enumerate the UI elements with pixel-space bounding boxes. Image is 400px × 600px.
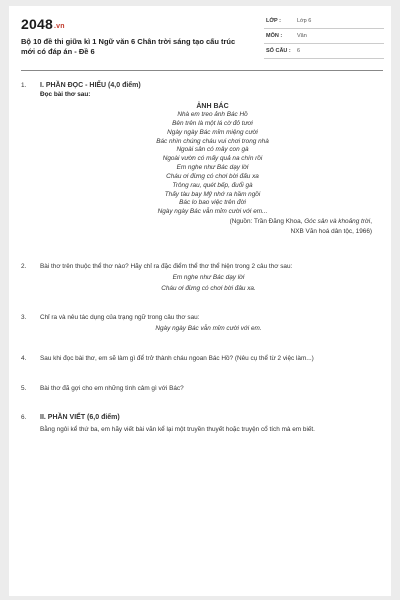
poem-title: ẢNH BÁC bbox=[196, 103, 229, 110]
question-number: 5. bbox=[21, 385, 27, 392]
document-title: Bộ 10 đề thi giữa kì 1 Ngữ văn 6 Chân trời sáng tạo cấu trúc mới có đáp án - Đề 6 bbox=[21, 37, 236, 56]
meta-value: Lớp 6 bbox=[297, 18, 312, 24]
verse-line: Em nghe như Bác dạy lời bbox=[172, 274, 245, 281]
document-page bbox=[9, 6, 391, 596]
source-book: Góc sân và khoảng trời bbox=[304, 218, 371, 226]
document-header bbox=[21, 14, 383, 66]
logo-text: 2048 bbox=[21, 16, 53, 32]
question-number: 1. bbox=[21, 82, 27, 89]
meta-key: LỚP : bbox=[266, 18, 281, 24]
question-1 bbox=[21, 81, 377, 237]
quoted-verse bbox=[40, 323, 377, 334]
quoted-verse bbox=[40, 272, 377, 294]
meta-value: Văn bbox=[297, 33, 307, 39]
poem-line: Cháu ơi đừng có chơi bời đấu xa bbox=[166, 172, 259, 180]
poem-line: Ngoài vườn có mấy quả na chín rồi bbox=[162, 155, 263, 163]
section-heading-writing: II. PHẦN VIẾT (6,0 điểm) bbox=[40, 414, 120, 421]
section-heading-reading: I. PHẦN ĐỌC - HIỂU (4,0 điểm) bbox=[40, 82, 141, 89]
poem-line: Ngày ngày Bác vẫn mỉm cười với em... bbox=[157, 208, 268, 216]
question-4 bbox=[21, 354, 377, 363]
poem-line: Ngày ngày Bác mỉm miệng cười bbox=[167, 128, 258, 136]
poem-line: Bác nhìn chúng cháu vui chơi trong nhà bbox=[156, 137, 269, 145]
meta-key: MÔN : bbox=[266, 33, 283, 39]
meta-table bbox=[264, 14, 384, 59]
question-number: 4. bbox=[21, 355, 27, 362]
verse-line: Ngày ngày Bác vẫn mỉm cười với em. bbox=[155, 325, 262, 332]
header-divider bbox=[21, 70, 383, 71]
poem bbox=[48, 102, 377, 217]
question-number: 3. bbox=[21, 314, 27, 321]
poem-line: Bên trên là một lá cờ đỏ tươi bbox=[172, 119, 253, 127]
source-publisher: NXB Văn hoá dân tộc, 1966) bbox=[290, 228, 372, 236]
question-6 bbox=[21, 413, 377, 435]
question-2 bbox=[21, 262, 377, 294]
question-number: 6. bbox=[21, 414, 27, 421]
question-number: 2. bbox=[21, 263, 27, 270]
question-3 bbox=[21, 313, 377, 334]
poem-line: Em nghe như Bác dạy lời bbox=[176, 164, 249, 172]
question-text: Sau khi đọc bài thơ, em sẽ làm gì để trở thành cháu ngoan Bác Hồ? (Nêu cụ thể từ 2 việc làm...) bbox=[40, 355, 314, 362]
meta-row-subject bbox=[264, 29, 384, 44]
question-5 bbox=[21, 384, 377, 393]
meta-value: 6 bbox=[297, 48, 301, 54]
source-suffix: , bbox=[370, 218, 372, 226]
poem-line: Thấy tàu bay Mỹ nhớ ra hầm ngồi bbox=[164, 190, 261, 198]
poem-line: Trông rau, quét bếp, đuổi gà bbox=[172, 181, 253, 189]
logo-tld: .vn bbox=[53, 23, 65, 30]
verse-line: Cháu ơi đừng có chơi bời đâu xa. bbox=[161, 285, 256, 292]
meta-row-count bbox=[264, 44, 384, 59]
site-logo[interactable] bbox=[21, 16, 65, 32]
poem-line: Bác lo bao việc trên đời bbox=[179, 199, 246, 207]
question-text: Bài thơ trên thuộc thể thơ nào? Hãy chỉ ra đặc điểm thể thơ thể hiện trong 2 câu thơ sau: bbox=[40, 263, 293, 270]
question-text: Bằng ngôi kể thứ ba, em hãy viết bài văn kể lại một truyền thuyết hoặc truyện cổ tích mà em biết. bbox=[40, 426, 315, 433]
poem-line: Ngoài sân có mây con gà bbox=[176, 146, 249, 154]
poem-line: Nhà em treo ảnh Bác Hồ bbox=[177, 111, 248, 118]
question-text: Bài thơ đã gợi cho em những tình cảm gì với Bác? bbox=[40, 385, 184, 392]
question-text: Chỉ ra và nêu tác dụng của trạng ngữ trong câu thơ sau: bbox=[40, 314, 200, 321]
meta-key: SỐ CÂU : bbox=[266, 48, 291, 54]
poem-source bbox=[40, 217, 372, 237]
source-prefix: (Nguồn: Trần Đăng Khoa, bbox=[229, 218, 305, 226]
reading-instruction: Đọc bài thơ sau: bbox=[40, 91, 91, 98]
meta-row-class bbox=[264, 14, 384, 29]
